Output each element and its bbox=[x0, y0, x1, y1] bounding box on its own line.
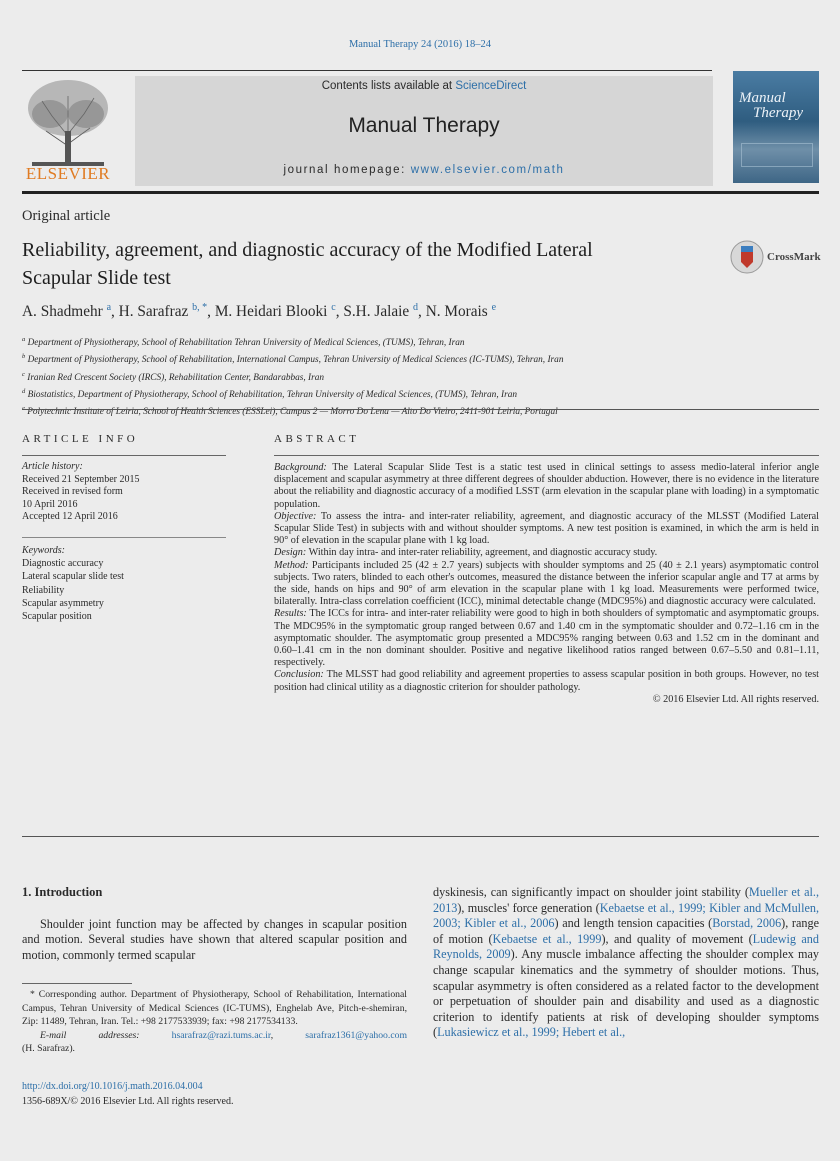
footnote-rule bbox=[22, 983, 132, 984]
affiliation: $^d$ Biostatistics, Department of Physiotherapy, School of Rehabilitation, Tehran University of Medical Sciences, (TUMS), Tehran, Iran bbox=[22, 387, 517, 400]
history-item: Accepted 12 April 2016 bbox=[22, 511, 118, 523]
history-item: Received 21 September 2015 bbox=[22, 473, 140, 485]
crossmark-label: CrossMark bbox=[767, 251, 821, 263]
intro-left-column bbox=[22, 885, 407, 963]
header-rule bbox=[22, 191, 819, 194]
author[interactable]: M. Heidari Blooki $^c$ bbox=[214, 302, 336, 321]
citation-link[interactable]: Mueller et al., 2013 bbox=[433, 885, 819, 915]
intro-heading: 1. Introduction bbox=[22, 885, 103, 899]
abstract-objective: Objective: To assess the intra- and inter-rater reliability, agreement, and diagnostic accuracy of the MLSST (Modified Lateral Scapular Slide Test) in subjects with and without shoulder symptoms. A new test position is examined, in which the arm is held in 90° of elevation in the scapular plane with 1 kg load. bbox=[274, 510, 819, 547]
keyword: Lateral scapular slide test bbox=[22, 571, 124, 583]
keyword: Diagnostic accuracy bbox=[22, 558, 104, 570]
banner-journal-name: Manual Therapy bbox=[348, 114, 500, 137]
corresponding-author: * Corresponding author. Department of Physiotherapy, School of Rehabilitation, International Campus, Tehran University of Medical Sciences (IC-TUMS), Enghelab Ave, Pitch-e-shemiran, Zip: 11489, Tehran, Iran. Tel.: +98 2177533939; fax: +98 2177534133. bbox=[22, 989, 407, 1028]
contents-line bbox=[135, 80, 713, 92]
homepage-line bbox=[135, 164, 713, 176]
author[interactable]: N. Morais $^e$ bbox=[425, 302, 497, 321]
article-type: Original article bbox=[22, 208, 111, 224]
email-line: E-mail addresses: hsarafraz@razi.tums.ac.ir, sarafraz1361@yahoo.com bbox=[40, 1029, 407, 1041]
title-line2: Scapular Slide test bbox=[22, 267, 171, 289]
issn-line: 1356-689X/© 2016 Elsevier Ltd. All rights reserved. bbox=[22, 1096, 234, 1107]
cover-title bbox=[739, 91, 803, 121]
abstract-design: Design: Within day intra- and inter-rater reliability, agreement, and diagnostic accuracy study. bbox=[274, 547, 658, 559]
homepage-prefix: journal homepage: bbox=[283, 164, 411, 176]
affiliations-rule bbox=[22, 409, 819, 410]
journal-reference[interactable]: Manual Therapy 24 (2016) 18–24 bbox=[348, 39, 492, 50]
citation-link[interactable]: Ludewig and Reynolds, 2009 bbox=[433, 931, 819, 962]
sciencedirect-link[interactable]: ScienceDirect bbox=[455, 80, 527, 92]
elsevier-tree-icon bbox=[22, 76, 114, 168]
elsevier-logo[interactable] bbox=[22, 76, 114, 184]
author[interactable]: S.H. Jalaie $^d$ bbox=[343, 302, 419, 321]
abstract-bottom-rule bbox=[22, 836, 819, 837]
article-title bbox=[22, 236, 593, 292]
history-label: Article history: bbox=[22, 461, 83, 472]
citation-link[interactable]: Kebaetse et al., 1999 bbox=[492, 931, 602, 946]
history-item: 10 April 2016 bbox=[22, 498, 78, 510]
affiliation: $^c$ Iranian Red Crescent Society (IRCS), Rehabilitation Center, Bandarabbas, Iran bbox=[22, 370, 325, 383]
keywords-label: Keywords: bbox=[22, 545, 65, 556]
email-suffix: (H. Sarafraz). bbox=[22, 1043, 75, 1055]
history-item: Received in revised form bbox=[22, 486, 123, 498]
affiliations bbox=[22, 333, 812, 419]
abstract-background: Background: The Lateral Scapular Slide Test is a static test used in clinical settings to assess medio-lateral inferior angle displacement and scapular asymmetry at three different degrees of shoulder abduction. However, there is no evidence in the literature about the reliability and diagnostic accuracy of a modified LSST (arm elevation in the scapular plane with loading) in a symptomatic population. bbox=[274, 462, 819, 510]
cover-title-line2: Therapy bbox=[753, 105, 803, 121]
top-rule bbox=[22, 70, 712, 71]
article-info-heading: ARTICLE INFO bbox=[22, 433, 139, 445]
author-list: A. Shadmehr $^a$, H. Sarafraz $^{b, *}$, M. Heidari Blooki $^c$, S.H. Jalaie $^d$, N. Morais $^e$ bbox=[22, 302, 497, 321]
citation-link[interactable]: Borstad, 2006 bbox=[712, 916, 782, 931]
article-history bbox=[22, 461, 226, 524]
cover-figure bbox=[741, 143, 813, 167]
abstract-conclusion: Conclusion: The MLSST had good reliability and agreement properties to assess scapular position in both groups. However, no test position had clinical utility as a diagnostic criterion for shoulder pathology. bbox=[274, 669, 819, 693]
article-info-rule bbox=[22, 455, 226, 456]
author[interactable]: A. Shadmehr $^a$ bbox=[22, 302, 112, 321]
cover-title-line1: Manual bbox=[739, 90, 786, 106]
homepage-link[interactable]: www.elsevier.com/math bbox=[410, 164, 565, 176]
abstract-method: Method: Participants included 25 (42 ± 2.7 years) subjects with shoulder symptoms and 25 (40 ± 2.1 years) asymptomatic control subjects. Two raters, blinded to each other's outcomes, measured the distance between the inferior scapular angle and T7 at arms by the side, hands on hips and 90° of arm elevation in the scapular plane with 1 kg load. Measurements were performed twice, bilaterally. Intra-class correlation coefficient (ICC), minimal detectable change (MDC95%) and diagnostic accuracy were calculated. bbox=[274, 559, 819, 608]
abstract-heading: ABSTRACT bbox=[274, 433, 360, 445]
keyword: Scapular position bbox=[22, 611, 92, 623]
journal-banner bbox=[135, 76, 713, 186]
affiliation: $^b$ Department of Physiotherapy, School of Rehabilitation, International Campus, Tehran University of Medical Sciences (IC-TUMS), Tehran, Iran bbox=[22, 353, 564, 366]
crossmark-badge[interactable] bbox=[730, 240, 830, 276]
crossmark-icon bbox=[730, 240, 764, 274]
affiliation: $^a$ Department of Physiotherapy, School of Rehabilitation Tehran University of Medical Sciences, (TUMS), Tehran, Iran bbox=[22, 336, 465, 349]
email-link[interactable]: hsarafraz@razi.tums.ac.ir bbox=[171, 1029, 271, 1041]
title-line1: Reliability, agreement, and diagnostic accuracy of the Modified Lateral bbox=[22, 239, 593, 261]
contents-prefix: Contents lists available at bbox=[321, 80, 456, 92]
keyword: Reliability bbox=[22, 584, 65, 596]
footnote bbox=[22, 988, 407, 1056]
citation-link[interactable]: Kebaetse et al., 1999; Kibler and McMullen, 2003; Kibler et al., 2006 bbox=[433, 900, 820, 931]
intro-right-column bbox=[433, 885, 819, 1041]
abstract-body bbox=[274, 462, 819, 706]
keywords bbox=[22, 544, 226, 623]
abstract-results: Results: The ICCs for intra- and inter-rater reliability were good to high in both shoulders of symptomatic and asymptomatic groups. The MDC95% in the symptomatic group ranged between 0.67 and 1.40 cm in the symptomatic shoulder and 0.72–1.16 cm in the asymptomatic shoulder. The asymptomatic group presented a MDC95% ranging between 0.63 and 1.52 cm in the dominant and 0.60–1.41 cm in the non dominant shoulder. Positive and negative likelihood ratios ranged between 0.67–5.50 and 0.81–1.11, respectively. bbox=[274, 608, 819, 669]
journal-cover[interactable] bbox=[733, 71, 819, 183]
intro-paragraph-2: dyskinesis, can significantly impact on shoulder joint stability (Mueller et al., 2013), muscles' force generation (Kebaetse et al., 1999; Kibler and McMullen, 2003; Kibler et al., 2006) and length tension capacities (Borstad, 2006), range of motion (Kebaetse et al., 1999), and quality of movement (Ludewig and Reynolds, 2009). Any muscle imbalance affecting the shoulder complex may change scapular kinematics and the symmetry of shoulder motions. Thus, scapular asymmetry is often considered as a related factor to the development or perpetuation of shoulder pain and disability and used as a diagnostic criterion to identify patients at risk of developing shoulder symptoms (Lukasiewicz et al., 1999; Hebert et al., bbox=[433, 885, 820, 1040]
affiliation: $^e$ Polytechnic Institute of Leiria, School of Health Sciences (ESSLei), Campus 2 — Morro Do Lena — Alto Do Vieiro, 2411-901 Leiria, Portugal bbox=[22, 405, 558, 418]
email-link[interactable]: sarafraz1361@yahoo.com bbox=[305, 1029, 407, 1041]
copyright: © 2016 Elsevier Ltd. All rights reserved. bbox=[652, 693, 819, 705]
keywords-rule bbox=[22, 537, 226, 538]
intro-paragraph-1: Shoulder joint function may be affected by changes in scapular position and motion. Several studies have shown that altered scapular position and motion, commonly termed scapular bbox=[22, 916, 407, 962]
keyword: Scapular asymmetry bbox=[22, 597, 104, 609]
doi-link[interactable]: http://dx.doi.org/10.1016/j.math.2016.04.004 bbox=[22, 1081, 203, 1092]
author[interactable]: H. Sarafraz $^{b, *}$ bbox=[118, 302, 208, 321]
abstract-rule bbox=[274, 455, 819, 456]
elsevier-wordmark: ELSEVIER bbox=[25, 164, 111, 183]
citation-link[interactable]: Lukasiewicz et al., 1999; Hebert et al., bbox=[437, 1025, 626, 1040]
